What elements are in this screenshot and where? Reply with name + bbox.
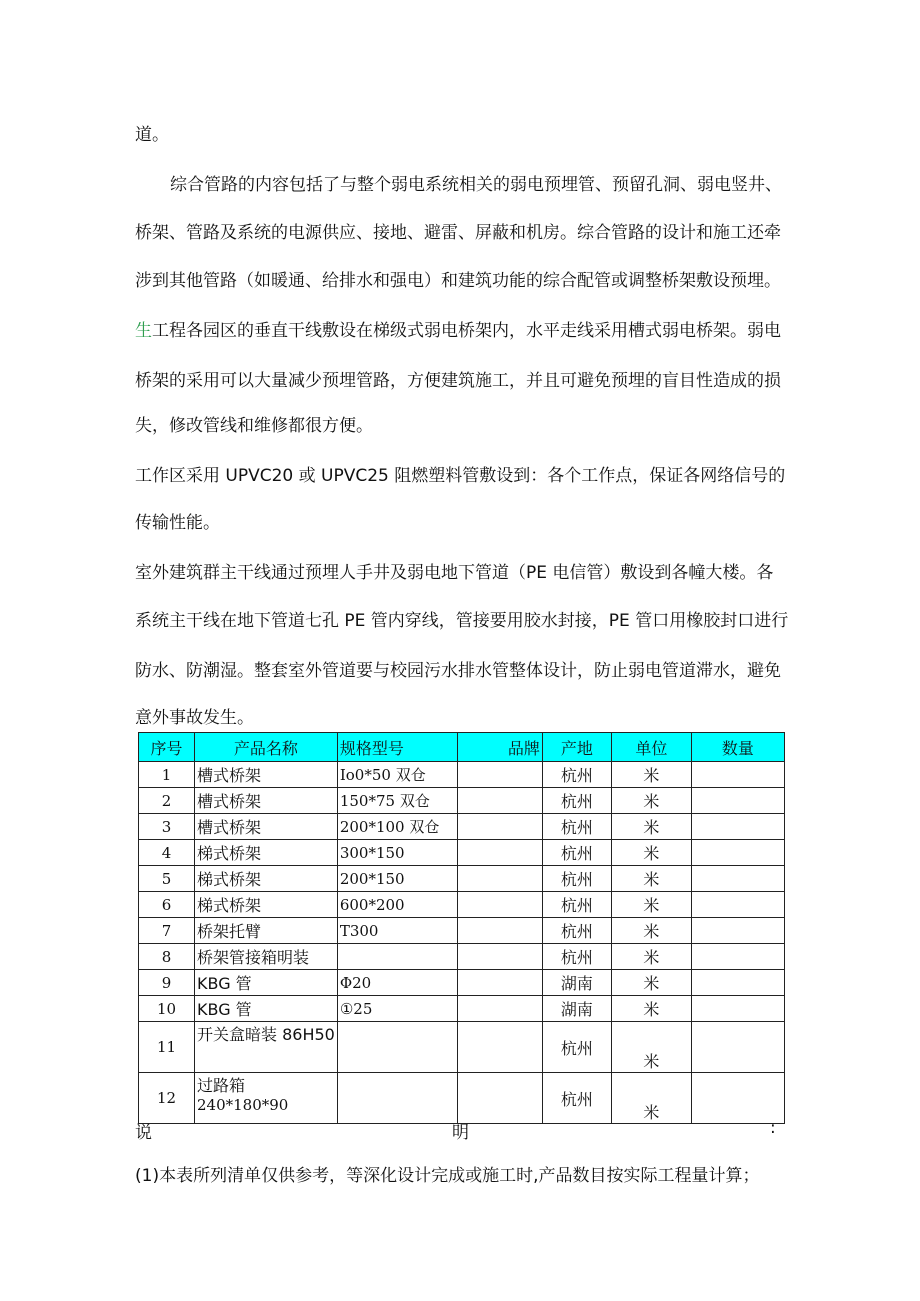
cell-brand: [457, 814, 542, 840]
cell-name: [195, 1073, 338, 1124]
cell-origin: 杭州: [542, 918, 611, 944]
notes-label-char: 说: [135, 1123, 152, 1143]
cell-spec: 600*200: [337, 892, 457, 918]
cell-brand: [457, 892, 542, 918]
cell-brand: [457, 1073, 542, 1124]
cell-brand: [457, 840, 542, 866]
cell-spec: [337, 1022, 457, 1073]
table-row: [139, 840, 785, 866]
paragraph-line: 意外事故发生。: [135, 708, 254, 728]
cell-name-text: 过路箱: [197, 1076, 246, 1095]
cell-seq: 9: [139, 970, 195, 996]
cell-seq: 10: [139, 996, 195, 1022]
cell-unit: 米: [611, 762, 691, 788]
cell-brand: [457, 1022, 542, 1073]
cell-unit: 米: [611, 1073, 691, 1124]
cell-quantity: [691, 866, 784, 892]
cell-spec: 300*150: [337, 840, 457, 866]
paragraph-line: 桥架、管路及系统的电源供应、接地、避雷、屏蔽和机房。综合管路的设计和施工还牵: [135, 223, 781, 243]
paragraph-line: 涉到其他管路（如暖通、给排水和强电）和建筑功能的综合配管或调整桥架敷设预埋。: [135, 271, 781, 291]
cell-quantity: [691, 944, 784, 970]
cell-seq: 2: [139, 788, 195, 814]
cell-unit: 米: [611, 866, 691, 892]
cell-seq: 3: [139, 814, 195, 840]
cell-brand: [457, 788, 542, 814]
paragraph-line: 桥架的采用可以大量减少预埋管路，方便建筑施工，并且可避免预埋的盲目性造成的损: [135, 371, 781, 391]
note-item: (1)本表所列清单仅供参考，等深化设计完成或施工时,产品数目按实际工程量计算；: [135, 1166, 760, 1186]
cell-spec: [337, 944, 457, 970]
notes-label-char: 明: [452, 1123, 469, 1143]
cell-spec: Φ20: [337, 970, 457, 996]
cell-origin: 湖南: [542, 970, 611, 996]
paragraph-line: 失，修改管线和维修都很方便。: [135, 416, 373, 436]
cell-origin: 杭州: [542, 944, 611, 970]
cell-seq: 4: [139, 840, 195, 866]
cell-quantity: [691, 892, 784, 918]
cell-unit: 米: [611, 840, 691, 866]
cell-origin: 杭州: [542, 1073, 611, 1124]
cell-origin: 杭州: [542, 1022, 611, 1073]
cell-quantity: [691, 1073, 784, 1124]
cell-name: 槽式桥架: [195, 814, 338, 840]
cell-quantity: [691, 970, 784, 996]
table-row: [139, 788, 785, 814]
paragraph-line: 工作区采用 UPVC20 或 UPVC25 阻燃塑料管敷设到：各个工作点，保证各网络信号的: [135, 466, 786, 486]
paragraph-line: 综合管路的内容包括了与整个弱电系统相关的弱电预埋管、预留孔洞、弱电竖井、: [170, 175, 782, 195]
cell-brand: [457, 944, 542, 970]
table-row: [139, 1073, 785, 1124]
cell-spec: Io0*50 双仓: [337, 762, 457, 788]
cell-name: 梯式桥架: [195, 892, 338, 918]
cell-origin: 杭州: [542, 814, 611, 840]
cell-seq: 8: [139, 944, 195, 970]
cell-quantity: [691, 1022, 784, 1073]
cell-unit: 米: [611, 1022, 691, 1073]
cell-brand: [457, 762, 542, 788]
table-row: [139, 892, 785, 918]
spec-table: [138, 732, 785, 1124]
cell-brand: [457, 918, 542, 944]
cell-name: 槽式桥架: [195, 788, 338, 814]
table-row: [139, 762, 785, 788]
cell-spec: [337, 1073, 457, 1124]
cell-quantity: [691, 814, 784, 840]
cell-origin: 杭州: [542, 788, 611, 814]
cell-spec: 200*100 双仓: [337, 814, 457, 840]
cell-quantity: [691, 996, 784, 1022]
cell-quantity: [691, 918, 784, 944]
cell-unit: 米: [611, 970, 691, 996]
cell-origin: 杭州: [542, 840, 611, 866]
table-row: [139, 944, 785, 970]
paragraph-line: 室外建筑群主干线通过预埋人手井及弱电地下管道（PE 电信管）敷设到各幢大楼。各: [135, 563, 774, 583]
cell-brand: [457, 866, 542, 892]
cell-origin: 杭州: [542, 866, 611, 892]
cell-origin: 湖南: [542, 996, 611, 1022]
paragraph-line: 防水、防潮湿。整套室外管道要与校园污水排水管整体设计，防止弱电管道滞水，避免: [135, 661, 781, 681]
cell-unit: 米: [611, 892, 691, 918]
table-row: [139, 814, 785, 840]
table-row: [139, 918, 785, 944]
cell-name: 梯式桥架: [195, 840, 338, 866]
paragraph-line: [135, 320, 781, 342]
cell-seq: 6: [139, 892, 195, 918]
cell-unit: 米: [611, 996, 691, 1022]
cell-spec: 150*75 双仓: [337, 788, 457, 814]
cell-name: 槽式桥架: [195, 762, 338, 788]
table-row: [139, 970, 785, 996]
cell-name: 开关盒暗装 86H50: [195, 1022, 338, 1073]
cell-name: KBG 管: [195, 970, 338, 996]
cell-name-subtext: 240*180*90: [197, 1096, 289, 1114]
highlighted-char: 生: [135, 321, 152, 341]
cell-name: 桥架管接箱明装: [195, 944, 338, 970]
header-quantity: 数量: [691, 733, 784, 762]
paragraph-line: 系统主干线在地下管道七孔 PE 管内穿线，管接要用胶水封接，PE 管口用橡胶封口进行: [135, 611, 789, 631]
table-header-row: [139, 733, 785, 762]
cell-seq: 1: [139, 762, 195, 788]
cell-name: 梯式桥架: [195, 866, 338, 892]
cell-origin: 杭州: [542, 762, 611, 788]
cell-spec: ①25: [337, 996, 457, 1022]
cell-quantity: [691, 788, 784, 814]
cell-seq: 7: [139, 918, 195, 944]
cell-seq: 11: [139, 1022, 195, 1073]
cell-origin: 杭州: [542, 892, 611, 918]
header-seq: 序号: [139, 733, 195, 762]
paragraph-line: 道。: [135, 125, 169, 145]
header-brand: 品牌: [457, 733, 542, 762]
header-origin: 产地: [542, 733, 611, 762]
cell-seq: 5: [139, 866, 195, 892]
cell-unit: 米: [611, 814, 691, 840]
paragraph-line: 传输性能。: [135, 513, 220, 533]
header-unit: 单位: [611, 733, 691, 762]
cell-unit: 米: [611, 944, 691, 970]
cell-seq: 12: [139, 1073, 195, 1124]
header-spec: 规格型号: [337, 733, 457, 762]
cell-brand: [457, 996, 542, 1022]
header-product-name: 产品名称: [195, 733, 338, 762]
cell-brand: [457, 970, 542, 996]
notes-label-colon: :: [770, 1118, 776, 1138]
cell-quantity: [691, 762, 784, 788]
paragraph-text: 工程各园区的垂直干线敷设在梯级式弱电桥架内，水平走线采用槽式弱电桥架。弱电: [152, 321, 781, 341]
cell-spec: T300: [337, 918, 457, 944]
table-row: [139, 1022, 785, 1073]
table-row: [139, 996, 785, 1022]
cell-unit: 米: [611, 788, 691, 814]
cell-unit: 米: [611, 918, 691, 944]
table-row: [139, 866, 785, 892]
cell-name: KBG 管: [195, 996, 338, 1022]
cell-spec: 200*150: [337, 866, 457, 892]
cell-name: 桥架托臂: [195, 918, 338, 944]
cell-quantity: [691, 840, 784, 866]
